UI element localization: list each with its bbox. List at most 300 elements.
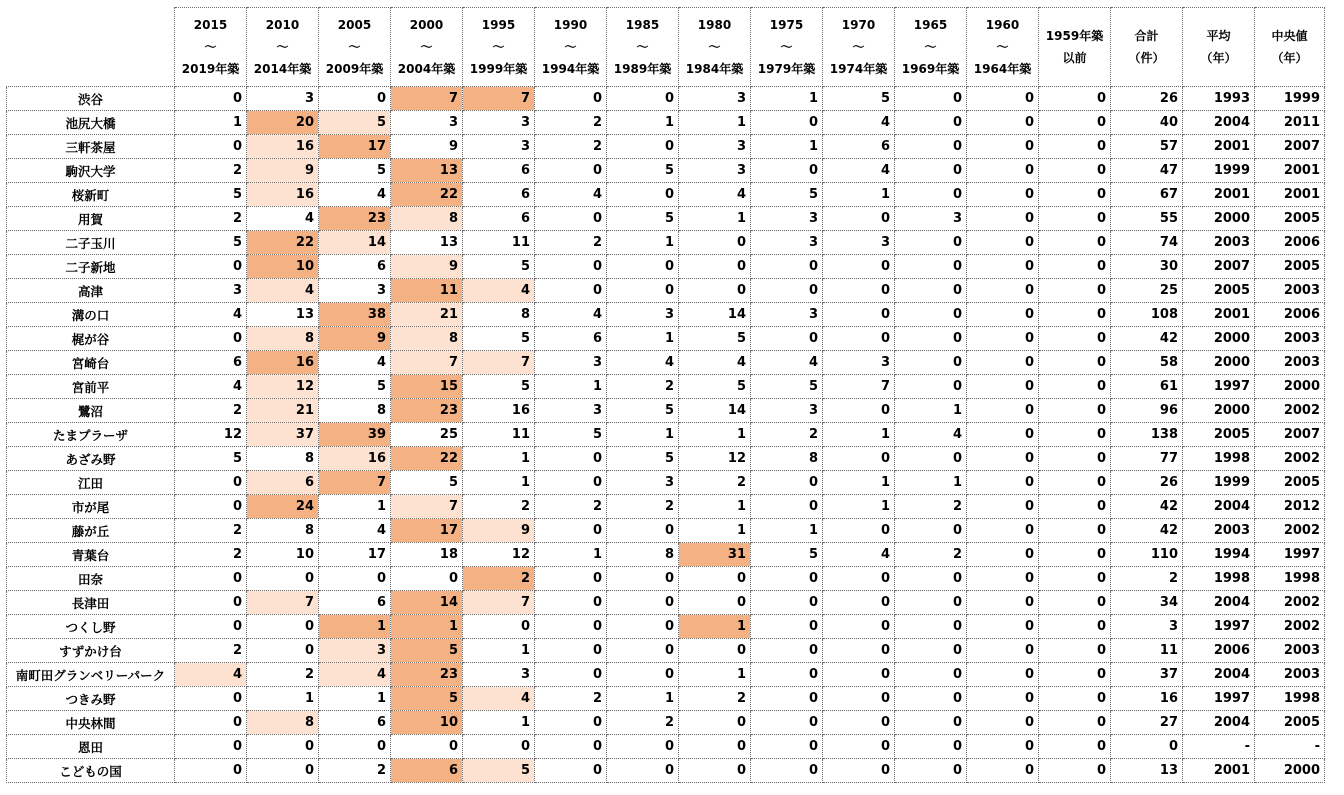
- header-line: （年）: [1200, 51, 1237, 65]
- count-cell: 0: [607, 255, 679, 279]
- count-cell: 0: [823, 663, 895, 687]
- table-row: [7, 423, 1325, 447]
- count-cell: 3: [823, 351, 895, 375]
- count-cell: 0: [679, 279, 751, 303]
- period-start-year: 1975: [769, 18, 804, 32]
- count-cell: 1: [319, 615, 391, 639]
- period-start-year: 2005: [337, 18, 372, 32]
- count-cell: 0: [535, 159, 607, 183]
- count-cell: 6: [175, 351, 247, 375]
- header-line: 1959年築: [1045, 29, 1104, 43]
- period-start-year: 1980: [697, 18, 732, 32]
- count-cell: 0: [535, 87, 607, 111]
- station-name: 江田: [7, 471, 175, 495]
- median-cell: 2001: [1255, 183, 1325, 207]
- count-cell: 0: [895, 447, 967, 471]
- median-cell: 1997: [1255, 543, 1325, 567]
- count-cell: 3: [607, 303, 679, 327]
- median-cell: 1998: [1255, 687, 1325, 711]
- count-cell: 4: [175, 375, 247, 399]
- count-cell: 6: [463, 159, 535, 183]
- count-cell: 0: [967, 447, 1039, 471]
- median-cell: 2005: [1255, 207, 1325, 231]
- count-cell: 0: [175, 591, 247, 615]
- count-cell: 0: [1039, 303, 1111, 327]
- median-cell: 2003: [1255, 639, 1325, 663]
- period-start-year: 1960: [985, 18, 1020, 32]
- median-cell: 2003: [1255, 351, 1325, 375]
- table-row: [7, 255, 1325, 279]
- median-cell: 2002: [1255, 519, 1325, 543]
- median-cell: 2002: [1255, 615, 1325, 639]
- count-cell: 2: [895, 543, 967, 567]
- count-cell: 0: [175, 135, 247, 159]
- count-cell: 0: [823, 303, 895, 327]
- total-header: [1111, 8, 1183, 87]
- count-cell: 9: [391, 255, 463, 279]
- count-cell: 0: [1039, 759, 1111, 783]
- count-cell: 1: [463, 639, 535, 663]
- count-cell: 0: [175, 255, 247, 279]
- count-cell: 3: [751, 231, 823, 255]
- count-cell: 5: [175, 183, 247, 207]
- total-cell: 26: [1111, 471, 1183, 495]
- count-cell: 0: [751, 279, 823, 303]
- table-row: [7, 207, 1325, 231]
- count-cell: 5: [391, 687, 463, 711]
- count-cell: 0: [823, 759, 895, 783]
- count-cell: 5: [679, 375, 751, 399]
- count-cell: 0: [823, 519, 895, 543]
- count-cell: 1: [391, 615, 463, 639]
- median-cell: 2002: [1255, 399, 1325, 423]
- before-1959-header: [1039, 8, 1111, 87]
- count-cell: 0: [247, 735, 319, 759]
- count-cell: 16: [247, 135, 319, 159]
- median-cell: -: [1255, 735, 1325, 759]
- count-cell: 12: [463, 543, 535, 567]
- count-cell: 3: [823, 231, 895, 255]
- table-row: [7, 399, 1325, 423]
- count-cell: 0: [751, 735, 823, 759]
- table-row: [7, 543, 1325, 567]
- count-cell: 0: [895, 567, 967, 591]
- total-cell: 74: [1111, 231, 1183, 255]
- count-cell: 5: [463, 375, 535, 399]
- total-cell: 57: [1111, 135, 1183, 159]
- count-cell: 0: [463, 615, 535, 639]
- count-cell: 24: [247, 495, 319, 519]
- count-cell: 0: [823, 639, 895, 663]
- median-cell: 2002: [1255, 447, 1325, 471]
- count-cell: 0: [823, 615, 895, 639]
- table-row: [7, 111, 1325, 135]
- count-cell: 4: [247, 207, 319, 231]
- total-cell: 27: [1111, 711, 1183, 735]
- count-cell: 2: [679, 471, 751, 495]
- count-cell: 0: [535, 255, 607, 279]
- median-cell: 2012: [1255, 495, 1325, 519]
- total-cell: 55: [1111, 207, 1183, 231]
- count-cell: 0: [1039, 567, 1111, 591]
- count-cell: 0: [679, 711, 751, 735]
- table-row: [7, 567, 1325, 591]
- count-cell: 0: [247, 759, 319, 783]
- count-cell: 6: [535, 327, 607, 351]
- count-cell: 0: [607, 735, 679, 759]
- period-end-year: 1974年築: [829, 62, 888, 76]
- average-cell: 2000: [1183, 327, 1255, 351]
- count-cell: 7: [463, 351, 535, 375]
- count-cell: 10: [247, 543, 319, 567]
- count-cell: 1: [751, 135, 823, 159]
- count-cell: 11: [463, 231, 535, 255]
- count-cell: 0: [751, 159, 823, 183]
- count-cell: 0: [679, 735, 751, 759]
- count-cell: 0: [535, 567, 607, 591]
- count-cell: 0: [1039, 255, 1111, 279]
- average-cell: 2003: [1183, 231, 1255, 255]
- count-cell: 0: [175, 567, 247, 591]
- count-cell: 8: [391, 207, 463, 231]
- count-cell: 0: [607, 87, 679, 111]
- count-cell: 0: [535, 519, 607, 543]
- count-cell: 3: [679, 135, 751, 159]
- station-name: 中央林間: [7, 711, 175, 735]
- count-cell: 16: [463, 399, 535, 423]
- station-name: 長津田: [7, 591, 175, 615]
- count-cell: 0: [679, 231, 751, 255]
- period-end-year: 1994年築: [541, 62, 600, 76]
- count-cell: 0: [175, 735, 247, 759]
- count-cell: 0: [1039, 687, 1111, 711]
- count-cell: 0: [823, 591, 895, 615]
- count-cell: 0: [751, 663, 823, 687]
- station-name: 用賀: [7, 207, 175, 231]
- count-cell: 4: [319, 351, 391, 375]
- count-cell: 16: [247, 183, 319, 207]
- count-cell: 5: [391, 639, 463, 663]
- count-cell: 0: [823, 735, 895, 759]
- count-cell: 0: [247, 639, 319, 663]
- header-line: （件）: [1128, 51, 1165, 65]
- count-cell: 9: [463, 519, 535, 543]
- count-cell: 2: [175, 639, 247, 663]
- count-cell: 0: [463, 735, 535, 759]
- station-name: 溝の口: [7, 303, 175, 327]
- count-cell: 6: [823, 135, 895, 159]
- table-row: [7, 303, 1325, 327]
- count-cell: 5: [823, 87, 895, 111]
- total-cell: 34: [1111, 591, 1183, 615]
- count-cell: 2: [535, 687, 607, 711]
- average-header: [1183, 8, 1255, 87]
- total-cell: 58: [1111, 351, 1183, 375]
- average-cell: 2001: [1183, 759, 1255, 783]
- corner-cell: [7, 8, 175, 87]
- average-cell: 2003: [1183, 519, 1255, 543]
- count-cell: 6: [247, 471, 319, 495]
- count-cell: 0: [175, 615, 247, 639]
- count-cell: 7: [247, 591, 319, 615]
- count-cell: 14: [679, 399, 751, 423]
- total-cell: 138: [1111, 423, 1183, 447]
- count-cell: 2: [463, 495, 535, 519]
- total-cell: 37: [1111, 663, 1183, 687]
- average-cell: 1999: [1183, 471, 1255, 495]
- count-cell: 0: [1039, 279, 1111, 303]
- count-cell: 0: [607, 615, 679, 639]
- count-cell: 11: [391, 279, 463, 303]
- count-cell: 1: [607, 231, 679, 255]
- count-cell: 0: [535, 735, 607, 759]
- count-cell: 0: [967, 303, 1039, 327]
- total-cell: 96: [1111, 399, 1183, 423]
- table-row: [7, 615, 1325, 639]
- count-cell: 6: [463, 183, 535, 207]
- count-cell: 13: [391, 159, 463, 183]
- period-header: [319, 8, 391, 87]
- count-cell: 0: [967, 111, 1039, 135]
- count-cell: 2: [535, 231, 607, 255]
- period-end-year: 2014年築: [253, 62, 312, 76]
- table-row: [7, 447, 1325, 471]
- count-cell: 0: [895, 615, 967, 639]
- count-cell: 0: [751, 759, 823, 783]
- count-cell: 8: [247, 327, 319, 351]
- count-cell: 0: [967, 759, 1039, 783]
- count-cell: 4: [607, 351, 679, 375]
- total-cell: 77: [1111, 447, 1183, 471]
- count-cell: 6: [319, 711, 391, 735]
- count-cell: 1: [823, 495, 895, 519]
- count-cell: 2: [607, 495, 679, 519]
- average-cell: 1998: [1183, 447, 1255, 471]
- count-cell: 10: [247, 255, 319, 279]
- count-cell: 1: [463, 711, 535, 735]
- table-row: [7, 351, 1325, 375]
- period-end-year: 1969年築: [901, 62, 960, 76]
- median-cell: 2005: [1255, 711, 1325, 735]
- count-cell: 8: [247, 519, 319, 543]
- station-name: 桜新町: [7, 183, 175, 207]
- count-cell: 0: [895, 735, 967, 759]
- count-cell: 0: [967, 231, 1039, 255]
- count-cell: 8: [391, 327, 463, 351]
- count-cell: 3: [463, 663, 535, 687]
- median-cell: 2003: [1255, 327, 1325, 351]
- table-row: [7, 591, 1325, 615]
- total-cell: 67: [1111, 183, 1183, 207]
- table-row: [7, 135, 1325, 159]
- count-cell: 0: [1039, 735, 1111, 759]
- period-separator: ～: [924, 40, 937, 54]
- median-cell: 2006: [1255, 303, 1325, 327]
- count-cell: 3: [895, 207, 967, 231]
- count-cell: 0: [535, 591, 607, 615]
- count-cell: 1: [751, 519, 823, 543]
- count-cell: 0: [823, 567, 895, 591]
- average-cell: 2004: [1183, 111, 1255, 135]
- count-cell: 5: [463, 255, 535, 279]
- table-row: [7, 735, 1325, 759]
- station-name: 三軒茶屋: [7, 135, 175, 159]
- average-cell: 2001: [1183, 135, 1255, 159]
- count-cell: 21: [391, 303, 463, 327]
- count-cell: 0: [895, 687, 967, 711]
- count-cell: 0: [823, 711, 895, 735]
- count-cell: 12: [175, 423, 247, 447]
- count-cell: 4: [751, 351, 823, 375]
- station-name: たまプラーザ: [7, 423, 175, 447]
- period-header: [175, 8, 247, 87]
- period-separator: ～: [204, 40, 217, 54]
- count-cell: 0: [175, 471, 247, 495]
- period-end-year: 2019年築: [181, 62, 240, 76]
- count-cell: 0: [535, 471, 607, 495]
- station-name: あざみ野: [7, 447, 175, 471]
- count-cell: 9: [391, 135, 463, 159]
- count-cell: 2: [895, 495, 967, 519]
- count-cell: 1: [823, 423, 895, 447]
- station-name: 南町田グランベリーパーク: [7, 663, 175, 687]
- count-cell: 0: [751, 111, 823, 135]
- period-start-year: 2010: [265, 18, 300, 32]
- count-cell: 0: [895, 111, 967, 135]
- count-cell: 4: [463, 279, 535, 303]
- total-cell: 11: [1111, 639, 1183, 663]
- count-cell: 9: [319, 327, 391, 351]
- count-cell: 1: [607, 687, 679, 711]
- count-cell: 0: [751, 591, 823, 615]
- count-cell: 5: [751, 543, 823, 567]
- period-end-year: 2004年築: [397, 62, 456, 76]
- count-cell: 7: [391, 87, 463, 111]
- average-cell: 2000: [1183, 207, 1255, 231]
- total-cell: 47: [1111, 159, 1183, 183]
- header-line: 中央値: [1271, 29, 1308, 43]
- station-name: 二子玉川: [7, 231, 175, 255]
- period-separator: ～: [708, 40, 721, 54]
- count-cell: 2: [535, 495, 607, 519]
- count-cell: 1: [679, 663, 751, 687]
- count-cell: 2: [463, 567, 535, 591]
- count-cell: 14: [391, 591, 463, 615]
- count-cell: 0: [247, 567, 319, 591]
- count-cell: 1: [679, 519, 751, 543]
- count-cell: 4: [175, 303, 247, 327]
- count-cell: 3: [679, 159, 751, 183]
- average-cell: 1997: [1183, 375, 1255, 399]
- count-cell: 10: [391, 711, 463, 735]
- header-line: 以前: [1062, 51, 1087, 65]
- count-cell: 4: [247, 279, 319, 303]
- count-cell: 0: [751, 711, 823, 735]
- count-cell: 18: [391, 543, 463, 567]
- period-header: [247, 8, 319, 87]
- count-cell: 4: [823, 159, 895, 183]
- station-name: 宮前平: [7, 375, 175, 399]
- count-cell: 4: [679, 183, 751, 207]
- count-cell: 1: [679, 207, 751, 231]
- count-cell: 0: [895, 711, 967, 735]
- count-cell: 4: [319, 663, 391, 687]
- count-cell: 23: [391, 399, 463, 423]
- count-cell: 0: [535, 711, 607, 735]
- station-name: つきみ野: [7, 687, 175, 711]
- table-row: [7, 519, 1325, 543]
- count-cell: 0: [607, 567, 679, 591]
- count-cell: 0: [175, 495, 247, 519]
- count-cell: 16: [319, 447, 391, 471]
- count-cell: 5: [535, 423, 607, 447]
- count-cell: 0: [895, 759, 967, 783]
- count-cell: 5: [607, 207, 679, 231]
- count-cell: 0: [823, 399, 895, 423]
- count-cell: 0: [967, 639, 1039, 663]
- count-cell: 0: [607, 663, 679, 687]
- count-cell: 0: [175, 759, 247, 783]
- count-cell: 0: [1039, 663, 1111, 687]
- count-cell: 0: [895, 183, 967, 207]
- average-cell: 1997: [1183, 687, 1255, 711]
- count-cell: 4: [535, 303, 607, 327]
- count-cell: 3: [535, 351, 607, 375]
- count-cell: 0: [751, 615, 823, 639]
- count-cell: 1: [607, 327, 679, 351]
- station-name: 二子新地: [7, 255, 175, 279]
- count-cell: 0: [679, 759, 751, 783]
- count-cell: 0: [175, 687, 247, 711]
- count-cell: 0: [967, 207, 1039, 231]
- count-cell: 0: [1039, 351, 1111, 375]
- count-cell: 4: [463, 687, 535, 711]
- count-cell: 0: [895, 159, 967, 183]
- count-cell: 0: [535, 279, 607, 303]
- count-cell: 4: [319, 183, 391, 207]
- count-cell: 12: [679, 447, 751, 471]
- count-cell: 20: [247, 111, 319, 135]
- total-cell: 2: [1111, 567, 1183, 591]
- count-cell: 8: [463, 303, 535, 327]
- count-cell: 0: [967, 519, 1039, 543]
- median-cell: 2003: [1255, 663, 1325, 687]
- station-name: 宮崎台: [7, 351, 175, 375]
- count-cell: 0: [1039, 159, 1111, 183]
- count-cell: 0: [1039, 495, 1111, 519]
- count-cell: 1: [679, 615, 751, 639]
- period-header: [535, 8, 607, 87]
- period-header: [895, 8, 967, 87]
- count-cell: 7: [823, 375, 895, 399]
- median-header: [1255, 8, 1325, 87]
- average-cell: 2001: [1183, 183, 1255, 207]
- count-cell: 5: [319, 159, 391, 183]
- average-cell: 1999: [1183, 159, 1255, 183]
- total-cell: 108: [1111, 303, 1183, 327]
- count-cell: 0: [967, 351, 1039, 375]
- count-cell: 0: [967, 375, 1039, 399]
- station-name: こどもの国: [7, 759, 175, 783]
- average-cell: 1997: [1183, 615, 1255, 639]
- count-cell: 0: [319, 87, 391, 111]
- count-cell: 0: [967, 495, 1039, 519]
- station-name: 渋谷: [7, 87, 175, 111]
- count-cell: 1: [895, 471, 967, 495]
- count-cell: 0: [967, 615, 1039, 639]
- total-cell: 16: [1111, 687, 1183, 711]
- count-cell: 14: [319, 231, 391, 255]
